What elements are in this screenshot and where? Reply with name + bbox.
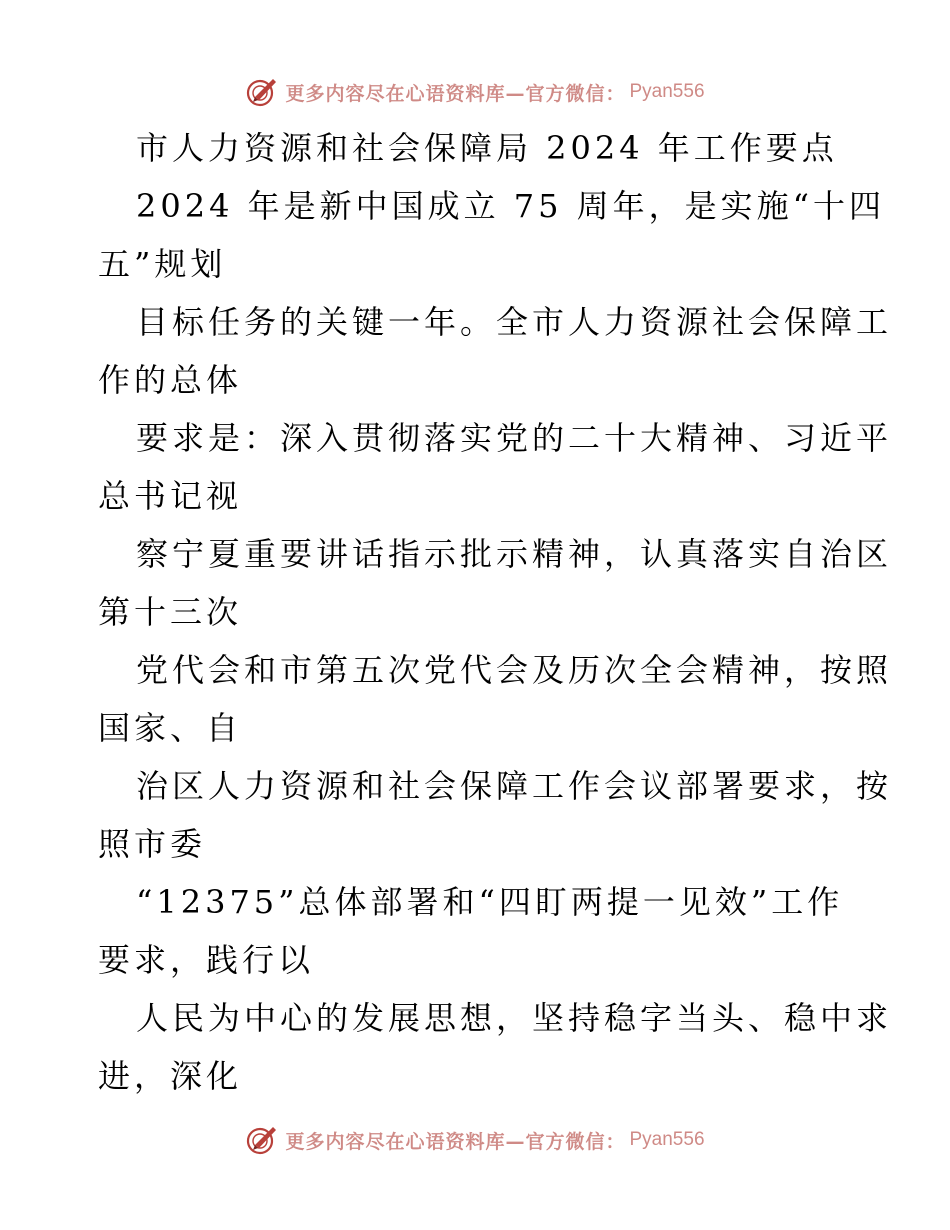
document-body [98, 119, 893, 1105]
paragraph-line: 人民为中心的发展思想，坚持稳字当头、稳中求 [136, 999, 893, 1037]
quill-seal-icon [245, 75, 279, 109]
paragraph-line: 察宁夏重要讲话指示批示精神，认真落实自治区 [136, 535, 893, 573]
watermark-wechat-id: Pyan556 [629, 1129, 705, 1150]
header-watermark [0, 72, 950, 112]
paragraph-line: 治区人力资源和社会保障工作会议部署要求，按 [136, 767, 893, 805]
footer-watermark [0, 1120, 950, 1160]
paragraph-line: “12375”总体部署和“四盯两提一见效”工作 [136, 883, 844, 921]
paragraph-line: 党代会和市第五次党代会及历次全会精神，按照 [136, 651, 893, 689]
watermark-text: 更多内容尽在心语资料库—官方微信： [285, 1130, 626, 1153]
paragraph-line: 2024 年是新中国成立 75 周年，是实施“十四 [136, 187, 886, 225]
watermark-text: 更多内容尽在心语资料库—官方微信： [285, 82, 626, 105]
paragraph-line: 国家、自 [98, 709, 243, 747]
paragraph-line: 进，深化 [98, 1057, 243, 1095]
paragraph-line: 第十三次 [98, 593, 243, 631]
paragraph-line: 要求是：深入贯彻落实党的二十大精神、习近平 [136, 419, 893, 457]
paragraph-line: 作的总体 [98, 361, 243, 399]
paragraph-line: 照市委 [98, 825, 207, 863]
quill-seal-icon [245, 1123, 279, 1157]
paragraph-line: 五”规划 [98, 245, 227, 283]
document-title: 市人力资源和社会保障局 2024 年工作要点 [136, 129, 838, 167]
paragraph-line: 要求，践行以 [98, 941, 315, 979]
paragraph-line: 目标任务的关键一年。全市人力资源社会保障工 [136, 303, 893, 341]
paragraph-line: 总书记视 [98, 477, 243, 515]
watermark-wechat-id: Pyan556 [629, 81, 705, 102]
